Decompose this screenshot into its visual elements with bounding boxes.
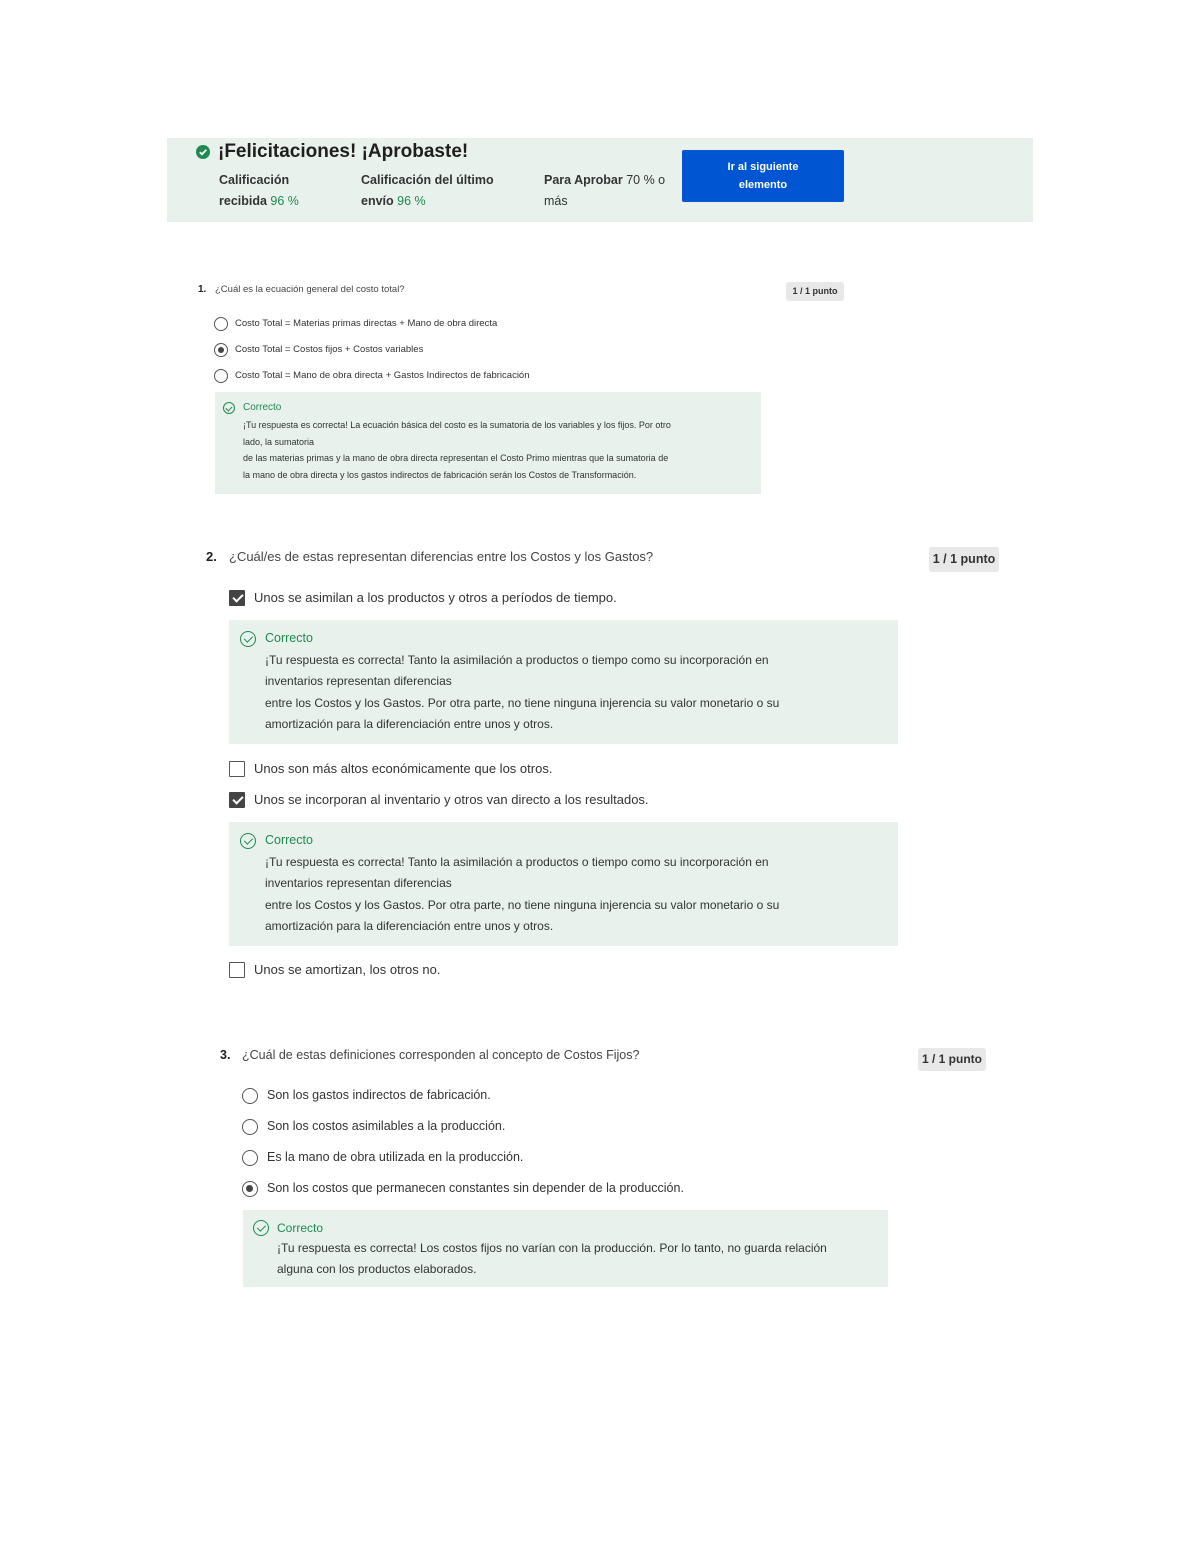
correct-check-icon (253, 1220, 269, 1236)
question-2-text: ¿Cuál/es de estas representan diferencias entre los Costos y los Gastos? (229, 549, 654, 564)
question-3-text: ¿Cuál de estas definiciones corresponden al concepto de Costos Fijos? (242, 1048, 640, 1062)
q2-feedback-line: amortización para la diferenciación entre unos y otros. (265, 918, 554, 933)
correct-check-icon (240, 833, 256, 849)
q2-feedback-line: inventarios representan diferencias (265, 876, 452, 891)
question-3-number: 3. (220, 1048, 231, 1062)
q2-option-2-checkbox[interactable] (229, 761, 245, 777)
q1-option-1-label: Costo Total = Materias primas directas + Mano de obra directa (235, 318, 498, 329)
q2-feedback-line: ¡Tu respuesta es correcta! Tanto la asimilación a productos o tiempo como su incorporación en (265, 855, 769, 869)
correct-check-icon (223, 402, 235, 414)
question-3-points: 1 / 1 punto (918, 1048, 986, 1071)
q1-option-1-radio[interactable] (214, 317, 228, 331)
question-1-text: ¿Cuál es la ecuación general del costo total? (215, 284, 405, 295)
next-item-button[interactable]: Ir al siguiente elemento (682, 150, 844, 202)
q2-option-2-label: Unos son más altos económicamente que los otros. (254, 761, 553, 776)
q2-feedback-line: ¡Tu respuesta es correcta! Tanto la asimilación a productos o tiempo como su incorporación en (265, 653, 769, 667)
q2-feedback-line: inventarios representan diferencias (265, 674, 452, 689)
q2-option-3-label: Unos se incorporan al inventario y otros van directo a los resultados. (254, 792, 649, 807)
correct-check-icon (240, 631, 256, 647)
q3-feedback-line: alguna con los productos elaborados. (277, 1261, 477, 1276)
q1-option-3-label: Costo Total = Mano de obra directa + Gastos Indirectos de fabricación (235, 370, 530, 381)
q3-option-1-label: Son los gastos indirectos de fabricación. (267, 1088, 491, 1102)
q1-feedback-line: de las materias primas y la mano de obra directa representan el Costo Primo mientras que la sumatoria de (243, 453, 669, 463)
q3-option-1-radio[interactable] (242, 1088, 258, 1104)
pass-threshold-value: 70 % o más (544, 173, 666, 208)
q1-feedback-text (243, 417, 758, 483)
q3-feedback-text (277, 1238, 882, 1279)
grade-last-label: Calificación del último envío (361, 173, 494, 208)
q2-feedback-2-text (265, 852, 895, 937)
pass-threshold-label: Para Aprobar (544, 173, 623, 187)
q3-option-3-label: Es la mano de obra utilizada en la producción. (267, 1150, 524, 1164)
pass-threshold (544, 170, 674, 212)
grade-received-value: 96 % (270, 194, 299, 208)
question-2-number: 2. (206, 549, 217, 564)
q1-feedback-line: ¡Tu respuesta es correcta! La ecuación básica del costo es la sumatoria de los variables y los fijos. Por otro (243, 420, 671, 430)
grade-last (361, 170, 511, 212)
q1-feedback-line: la mano de obra directa y los gastos indirectos de fabricación serán los Costos de Transformación. (243, 469, 637, 480)
q3-option-4-radio[interactable] (242, 1181, 258, 1197)
banner-title: ¡Felicitaciones! ¡Aprobaste! (218, 141, 469, 162)
question-2-points: 1 / 1 punto (929, 547, 999, 572)
q3-option-4-label: Son los costos que permanecen constantes sin depender de la producción. (267, 1181, 684, 1195)
question-1-points: 1 / 1 punto (786, 282, 844, 301)
q2-feedback-1-title: Correcto (265, 631, 313, 645)
q1-option-3-radio[interactable] (214, 369, 228, 383)
q2-feedback-2-title: Correcto (265, 833, 313, 847)
q2-option-1-checkbox[interactable] (229, 590, 245, 606)
grade-last-value: 96 % (397, 194, 426, 208)
q2-feedback-line: amortización para la diferenciación entre unos y otros. (265, 716, 554, 731)
q2-option-4-checkbox[interactable] (229, 962, 245, 978)
q1-feedback-line: lado, la sumatoria (243, 436, 315, 447)
grade-received-label: Calificación recibida (219, 173, 290, 208)
q3-option-3-radio[interactable] (242, 1150, 258, 1166)
grade-received (219, 170, 339, 212)
q2-feedback-1-text (265, 650, 895, 735)
q3-option-2-radio[interactable] (242, 1119, 258, 1135)
q3-feedback-title: Correcto (277, 1221, 324, 1235)
q2-feedback-line: entre los Costos y los Gastos. Por otra parte, no tiene ninguna injerencia su valor monetario o su (265, 695, 780, 710)
q1-option-2-radio[interactable] (214, 343, 228, 357)
q1-option-2-label: Costo Total = Costos fijos + Costos variables (235, 344, 424, 355)
q2-option-4-label: Unos se amortizan, los otros no. (254, 962, 441, 977)
q2-option-1-label: Unos se asimilan a los productos y otros a períodos de tiempo. (254, 590, 617, 605)
q2-feedback-line: entre los Costos y los Gastos. Por otra parte, no tiene ninguna injerencia su valor monetario o su (265, 897, 780, 912)
q1-feedback-title: Correcto (243, 402, 282, 413)
q3-feedback-line: ¡Tu respuesta es correcta! Los costos fijos no varían con la producción. Por lo tanto, no guarda relación (277, 1241, 827, 1255)
question-1-number: 1. (198, 284, 207, 295)
q2-option-3-checkbox[interactable] (229, 792, 245, 808)
q3-option-2-label: Son los costos asimilables a la producción. (267, 1119, 506, 1133)
check-circle-icon (196, 145, 210, 159)
